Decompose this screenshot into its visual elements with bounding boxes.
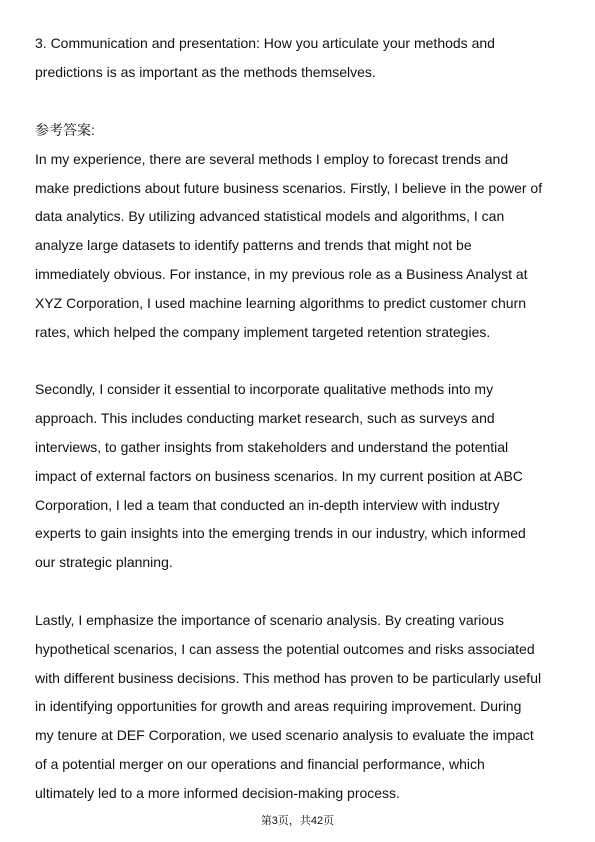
paragraph-1-line: XYZ Corporation, I used machine learning algorithms to predict customer churn	[35, 295, 527, 311]
paragraph-2-line: experts to gain insights into the emerging trends in our industry, which informed	[35, 525, 526, 541]
paragraph-3-line: of a potential merger on our operations and financial performance, which	[35, 756, 485, 772]
paragraph-3-line: ultimately led to a more informed decision-making process.	[35, 785, 400, 801]
paragraph-2-line: interviews, to gather insights from stakeholders and understand the potential	[35, 439, 509, 455]
page-number: 第3页，共42页	[260, 815, 335, 827]
paragraph-1-line: immediately obvious. For instance, in my previous role as a Business Analyst at	[35, 266, 528, 282]
question-line: predictions is as important as the methods themselves.	[35, 64, 376, 80]
paragraph-3-line: Lastly, I emphasize the importance of scenario analysis. By creating various	[35, 612, 504, 628]
paragraph-3-line: hypothetical scenarios, I can assess the potential outcomes and risks associated	[35, 641, 535, 657]
question-line: 3. Communication and presentation: How you articulate your methods and	[35, 35, 495, 51]
paragraph-2-line: Secondly, I consider it essential to incorporate qualitative methods into my	[35, 381, 494, 397]
paragraph-2-line: our strategic planning.	[35, 554, 173, 570]
paragraph-1-line: In my experience, there are several methods I employ to forecast trends and	[35, 151, 509, 167]
paragraph-2-line: Corporation, I led a team that conducted an in-depth interview with industry	[35, 497, 500, 513]
paragraph-2-line: impact of external factors on business scenarios. In my current position at ABC	[35, 468, 523, 484]
paragraph-1-line: rates, which helped the company implement targeted retention strategies.	[35, 324, 491, 340]
paragraph-1-line: make predictions about future business scenarios. Firstly, I believe in the power of	[35, 180, 543, 196]
answer-heading: 参考答案:	[35, 122, 95, 138]
paragraph-3-line: with different business decisions. This method has proven to be particularly useful	[35, 670, 542, 686]
paragraph-2-line: approach. This includes conducting market research, such as surveys and	[35, 410, 495, 426]
paragraph-1-line: analyze large datasets to identify patterns and trends that might not be	[35, 237, 472, 253]
paragraph-3-line: my tenure at DEF Corporation, we used scenario analysis to evaluate the impact	[35, 727, 534, 743]
paragraph-1-line: data analytics. By utilizing advanced statistical models and algorithms, I can	[35, 208, 505, 224]
paragraph-3-line: in identifying opportunities for growth and areas requiring improvement. During	[35, 698, 522, 714]
